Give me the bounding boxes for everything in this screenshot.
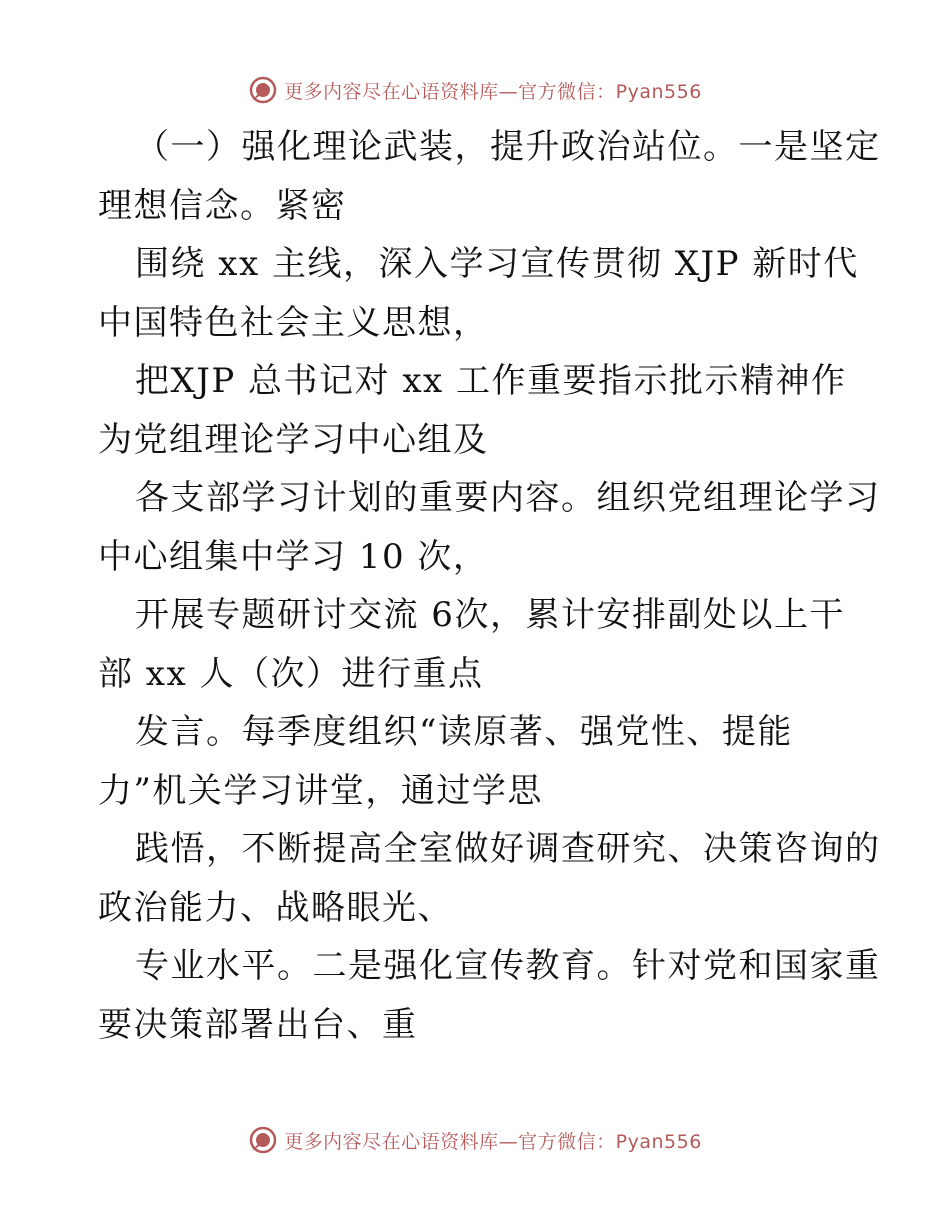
text-line: 中心组集中学习 10 次， (98, 536, 489, 577)
header-watermark (0, 70, 950, 110)
watermark-text: 更多内容尽在心语资料库—官方微信：Pyan556 (284, 80, 702, 103)
text-line: 把XJP 总书记对 xx 工作重要指示批示精神作 (135, 361, 847, 401)
text-line: （一）强化理论武装，提升政治站位。一是坚定 (135, 127, 881, 167)
text-line: 开展专题研讨交流 6次，累计安排副处以上干 (135, 595, 845, 635)
text-line: 政治能力、战略眼光、 (98, 887, 453, 928)
document-body (98, 118, 881, 1054)
text-line: 为党组理论学习中心组及 (98, 419, 489, 460)
text-line: 力”机关学习讲堂，通过学思 (98, 770, 543, 811)
text-line: 围绕 xx 主线，深入学习宣传贯彻 XJP 新时代 (135, 244, 859, 284)
text-line: 各支部学习计划的重要内容。组织党组理论学习 (135, 478, 881, 518)
pen-nib-logo-icon (248, 75, 278, 105)
text-line: 中国特色社会主义思想， (98, 302, 489, 343)
text-line: 部 xx 人（次）进行重点 (98, 653, 484, 694)
pen-nib-logo-icon (248, 1125, 278, 1155)
text-line: 发言。每季度组织“读原著、强党性、提能 (135, 712, 793, 752)
footer-watermark (0, 1120, 950, 1160)
text-line: 专业水平。二是强化宣传教育。针对党和国家重 (135, 946, 881, 986)
text-line: 要决策部署出台、重 (98, 1004, 418, 1045)
text-line: 践悟，不断提高全室做好调查研究、决策咨询的 (135, 829, 881, 869)
watermark-text: 更多内容尽在心语资料库—官方微信：Pyan556 (284, 1130, 702, 1153)
text-line: 理想信念。紧密 (98, 185, 347, 226)
